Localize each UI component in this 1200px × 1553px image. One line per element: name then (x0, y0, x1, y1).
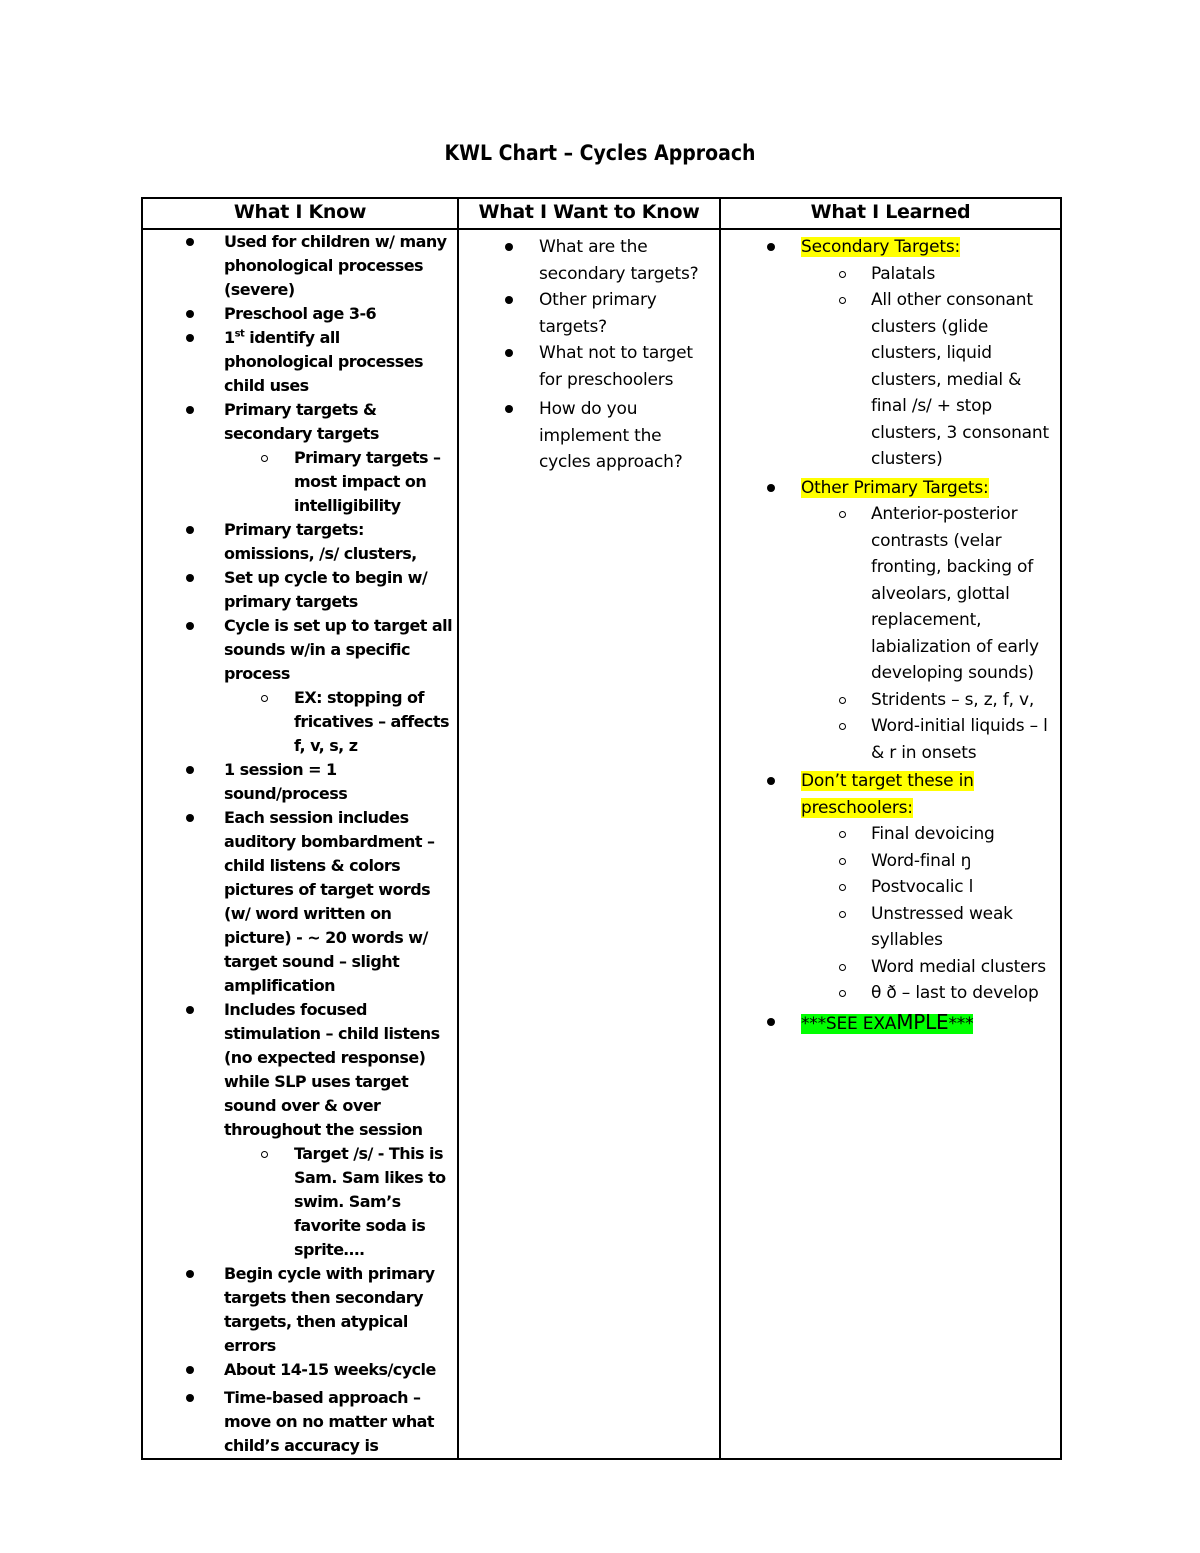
bullet-icon (186, 766, 194, 774)
bullet-icon (186, 622, 194, 630)
see-example-text: *** (948, 1013, 974, 1034)
page-title: KWL Chart – Cycles Approach (444, 141, 756, 165)
see-example-note (801, 1009, 974, 1034)
bullet-icon (186, 574, 194, 582)
list-item-text: Primary targets: omissions, /s/ clusters, (224, 520, 417, 563)
list-item-text: Each session includes auditory bombardment – child listens & colors pictures of target words (w/ word written on picture) - ~ 20 words w/ target sound – slight amplification (224, 808, 435, 995)
circle-bullet-icon (839, 697, 846, 704)
bullet-icon (505, 405, 513, 413)
other-primary-targets-heading: Other Primary Targets: (801, 477, 989, 498)
sub-list-item-text: θ ð – last to develop (871, 983, 1039, 1003)
sub-list (224, 446, 453, 518)
list-item-text: Used for children w/ many phonological processes (severe) (224, 232, 447, 299)
list-item-text: How do you implement the cycles approach? (539, 399, 683, 472)
circle-bullet-icon (839, 723, 846, 730)
sub-list-item (801, 713, 1054, 766)
learned-cell (720, 229, 1061, 1459)
list-item-text: What are the secondary targets? (539, 237, 699, 284)
list-item (143, 398, 457, 518)
bullet-icon (505, 243, 513, 251)
sub-list-item-text: Postvocalic l (871, 877, 974, 897)
bullet-icon (186, 406, 194, 414)
bullet-icon (186, 334, 194, 342)
bullet-icon (186, 310, 194, 318)
list-item (143, 1358, 457, 1382)
want-cell (458, 229, 720, 1459)
ordinal-suffix: st (234, 328, 245, 340)
sub-list-item (224, 446, 453, 518)
sub-list-item (801, 687, 1054, 714)
sub-list-item-text: Palatals (871, 263, 936, 284)
list-item (459, 234, 719, 287)
circle-bullet-icon (839, 831, 846, 838)
circle-bullet-icon (839, 271, 846, 278)
bullet-icon (767, 484, 775, 492)
list-item (459, 287, 719, 340)
list-item-text: Time-based approach – move on no matter what child’s accuracy is (224, 1388, 435, 1455)
list-item-text: 1 session = 1 sound/process (224, 760, 348, 803)
list-item (143, 758, 457, 806)
bullet-icon (186, 1394, 194, 1402)
sub-list-item-text: Anterior-posterior contrasts (velar fronting, backing of alveolars, glottal replacement, labialization of early developing sounds) (871, 504, 1039, 683)
sub-list (801, 261, 1054, 473)
sub-list (224, 686, 453, 758)
circle-bullet-icon (839, 511, 846, 518)
header-what-i-know: What I Know (142, 198, 458, 229)
list-item (143, 230, 457, 302)
circle-bullet-icon (839, 297, 846, 304)
sub-list-item (801, 261, 1054, 288)
sub-list-item-text: Stridents – s, z, f, v, (871, 689, 1035, 710)
sub-list-item-text: Primary targets – most impact on intelligibility (294, 448, 441, 515)
bullet-icon (505, 296, 513, 304)
know-list (143, 230, 457, 1458)
list-item-text: What not to target for preschoolers (539, 343, 693, 390)
list-item (143, 806, 457, 998)
list-item-text: Cycle is set up to target all sounds w/in a specific process (224, 616, 453, 683)
see-example-text: ***SEE EXA (801, 1013, 897, 1034)
bullet-icon (186, 1366, 194, 1374)
header-row (142, 198, 1061, 229)
bullet-icon (186, 526, 194, 534)
sub-list-item-text: Word-initial liquids – l & r in onsets (871, 716, 1048, 763)
list-item (143, 1386, 457, 1458)
sub-list-item (801, 821, 1054, 848)
sub-list-item (801, 848, 1054, 875)
learned-list (721, 230, 1060, 1037)
list-item (143, 998, 457, 1262)
list-item (143, 566, 457, 614)
secondary-targets-heading: Secondary Targets: (801, 237, 961, 257)
list-item-text: Includes focused stimulation – child listens (no expected response) while SLP uses target sound over & over throughout the session (224, 1000, 440, 1139)
list-item-text: Primary targets & secondary targets (224, 400, 379, 443)
sub-list-item-text: EX: stopping of fricatives – affects f, v, s, z (294, 688, 449, 755)
sub-list (224, 1142, 453, 1262)
list-item (143, 302, 457, 326)
list-item-text: Set up cycle to begin w/ primary targets (224, 568, 428, 611)
sub-list-item (801, 501, 1054, 687)
bullet-icon (767, 777, 775, 785)
list-item (143, 326, 457, 398)
sub-list-item-text: Target /s/ - This is Sam. Sam likes to swim. Sam’s favorite soda is sprite…. (294, 1144, 446, 1259)
list-item-text: 1 (224, 328, 235, 347)
list-item-text: About 14-15 weeks/cycle (224, 1360, 436, 1379)
bullet-icon (186, 1270, 194, 1278)
want-list (459, 230, 719, 476)
sub-list-item (801, 954, 1054, 981)
bullet-icon (767, 1018, 775, 1026)
sub-list-item-text: Unstressed weak syllables (871, 903, 1013, 950)
kwl-table (141, 197, 1062, 1460)
list-item (721, 234, 1060, 473)
dont-target-heading: Don’t target these in preschoolers: (801, 771, 974, 818)
sub-list-item-text: Word-final ŋ (871, 850, 972, 871)
list-item-text: identify all phonological processes child uses (224, 328, 423, 395)
sub-list-item (801, 901, 1054, 954)
header-what-i-learned: What I Learned (720, 198, 1061, 229)
sub-list (801, 501, 1054, 766)
list-item (143, 1262, 457, 1358)
list-item (143, 614, 457, 758)
circle-bullet-icon (839, 884, 846, 891)
circle-bullet-icon (839, 990, 846, 997)
list-item-text: Preschool age 3-6 (224, 304, 377, 323)
sub-list (801, 821, 1054, 1007)
list-item (459, 396, 719, 476)
list-item (721, 1009, 1060, 1038)
sub-list-item (224, 686, 453, 758)
bullet-icon (186, 1006, 194, 1014)
list-item (721, 768, 1060, 1007)
see-example-text: MPLE (896, 1009, 949, 1034)
sub-list-item (224, 1142, 453, 1262)
know-cell (142, 229, 458, 1459)
circle-bullet-icon (839, 858, 846, 865)
bullet-icon (186, 238, 194, 246)
sub-list-item (801, 874, 1054, 901)
bullet-icon (505, 349, 513, 357)
list-item (143, 518, 457, 566)
circle-bullet-icon (261, 1151, 268, 1158)
bullet-icon (767, 243, 775, 251)
circle-bullet-icon (261, 695, 268, 702)
circle-bullet-icon (839, 964, 846, 971)
list-item (721, 475, 1060, 767)
sub-list-item (801, 980, 1054, 1007)
sub-list-item-text: Final devoicing (871, 824, 995, 844)
list-item-text: Begin cycle with primary targets then secondary targets, then atypical errors (224, 1264, 435, 1355)
sub-list-item (801, 287, 1054, 473)
list-item (459, 340, 719, 393)
list-item-text: Other primary targets? (539, 290, 657, 337)
content-row (142, 229, 1061, 1459)
circle-bullet-icon (839, 911, 846, 918)
sub-list-item-text: Word medial clusters (871, 956, 1046, 977)
header-what-i-want-to-know: What I Want to Know (458, 198, 720, 229)
sub-list-item-text: All other consonant clusters (glide clusters, liquid clusters, medial & final /s/ + stop clusters, 3 consonant clusters) (871, 290, 1049, 469)
circle-bullet-icon (261, 455, 268, 462)
bullet-icon (186, 814, 194, 822)
